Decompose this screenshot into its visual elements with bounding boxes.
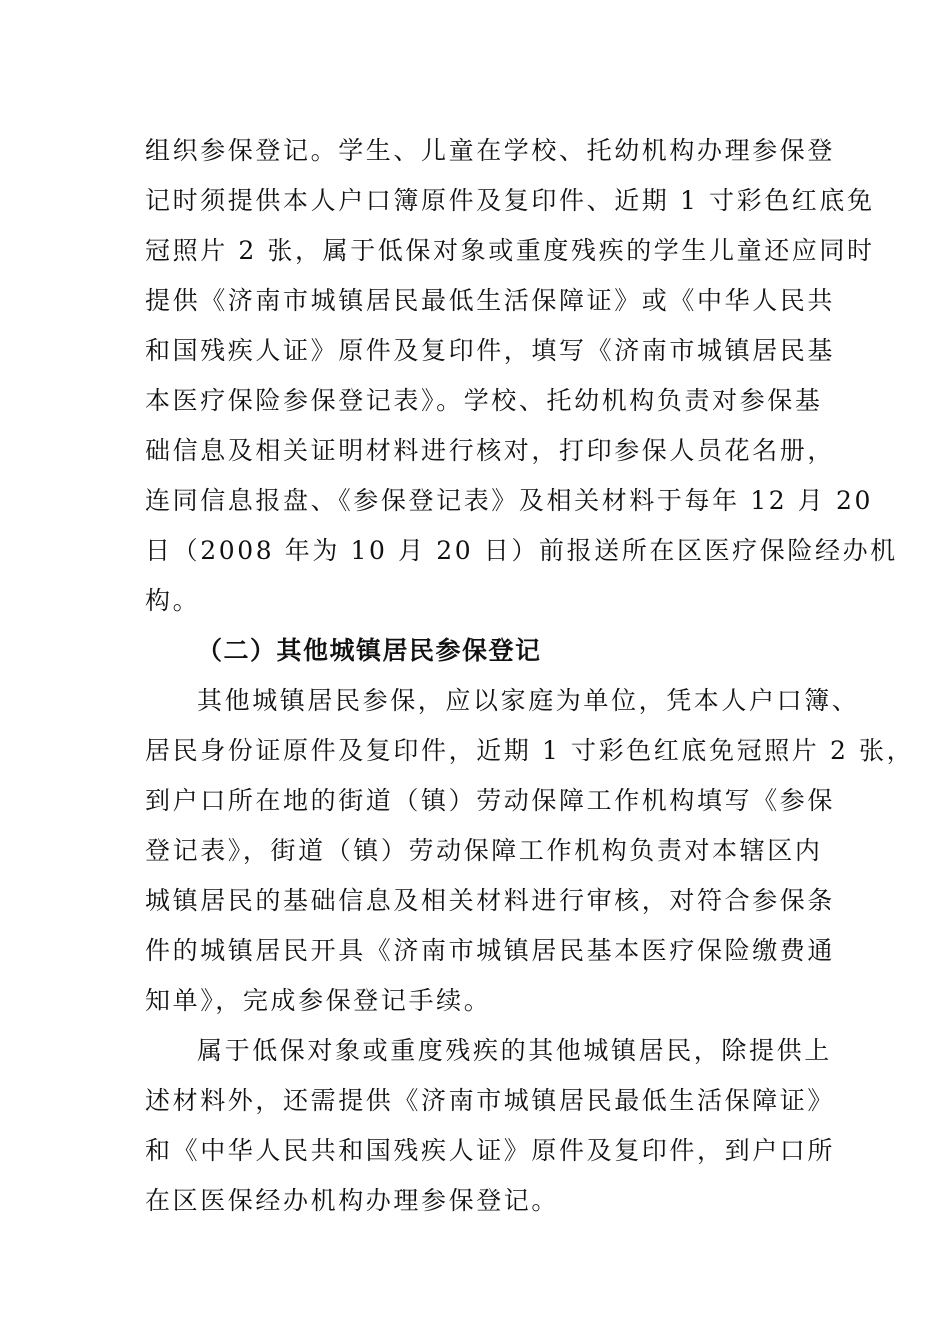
paragraph-low-income-disabled — [145, 1026, 836, 1226]
section-heading: （二）其他城镇居民参保登记 — [197, 636, 542, 665]
text-line: 属于低保对象或重度残疾的其他城镇居民，除提供上 — [197, 1036, 832, 1065]
text-line: 日（2008 年为 10 月 20 日）前报送所在区医疗保险经办机 — [145, 536, 898, 565]
paragraph-other-residents — [145, 676, 915, 1026]
text-line: 知单》，完成参保登记手续。 — [145, 986, 492, 1015]
text-line: 记时须提供本人户口簿原件及复印件、近期 1 寸彩色红底免 — [145, 186, 875, 215]
text-line: 述材料外，还需提供《济南市城镇居民最低生活保障证》 — [145, 1086, 836, 1115]
text-line: 居民身份证原件及复印件，近期 1 寸彩色红底免冠照片 2 张， — [145, 736, 915, 765]
text-line: 冠照片 2 张，属于低保对象或重度残疾的学生儿童还应同时 — [145, 236, 875, 265]
text-line: 在区医保经办机构办理参保登记。 — [145, 1186, 560, 1215]
text-line: 登记表》，街道（镇）劳动保障工作机构负责对本辖区内 — [145, 836, 823, 865]
text-line: 城镇居民的基础信息及相关材料进行审核，对符合参保条 — [145, 886, 836, 915]
text-line: 提供《济南市城镇居民最低生活保障证》或《中华人民共 — [145, 286, 836, 315]
document-body — [145, 126, 915, 1226]
text-line: 件的城镇居民开具《济南市城镇居民基本医疗保险缴费通 — [145, 936, 836, 965]
text-line: 组织参保登记。学生、儿童在学校、托幼机构办理参保登 — [145, 136, 836, 165]
text-line: 其他城镇居民参保，应以家庭为单位，凭本人户口簿、 — [197, 686, 860, 715]
text-line: 本医疗保险参保登记表》。学校、托幼机构负责对参保基 — [145, 386, 823, 415]
text-line: 础信息及相关证明材料进行核对，打印参保人员花名册， — [145, 436, 836, 465]
text-line: 连同信息报盘、《参保登记表》及相关材料于每年 12 月 20 — [145, 486, 873, 515]
text-line: 构。 — [145, 586, 201, 615]
paragraph-registration-students — [145, 126, 898, 626]
text-line: 和《中华人民共和国残疾人证》原件及复印件，到户口所 — [145, 1136, 836, 1165]
text-line: 和国残疾人证》原件及复印件，填写《济南市城镇居民基 — [145, 336, 836, 365]
text-line: 到户口所在地的街道（镇）劳动保障工作机构填写《参保 — [145, 786, 836, 815]
